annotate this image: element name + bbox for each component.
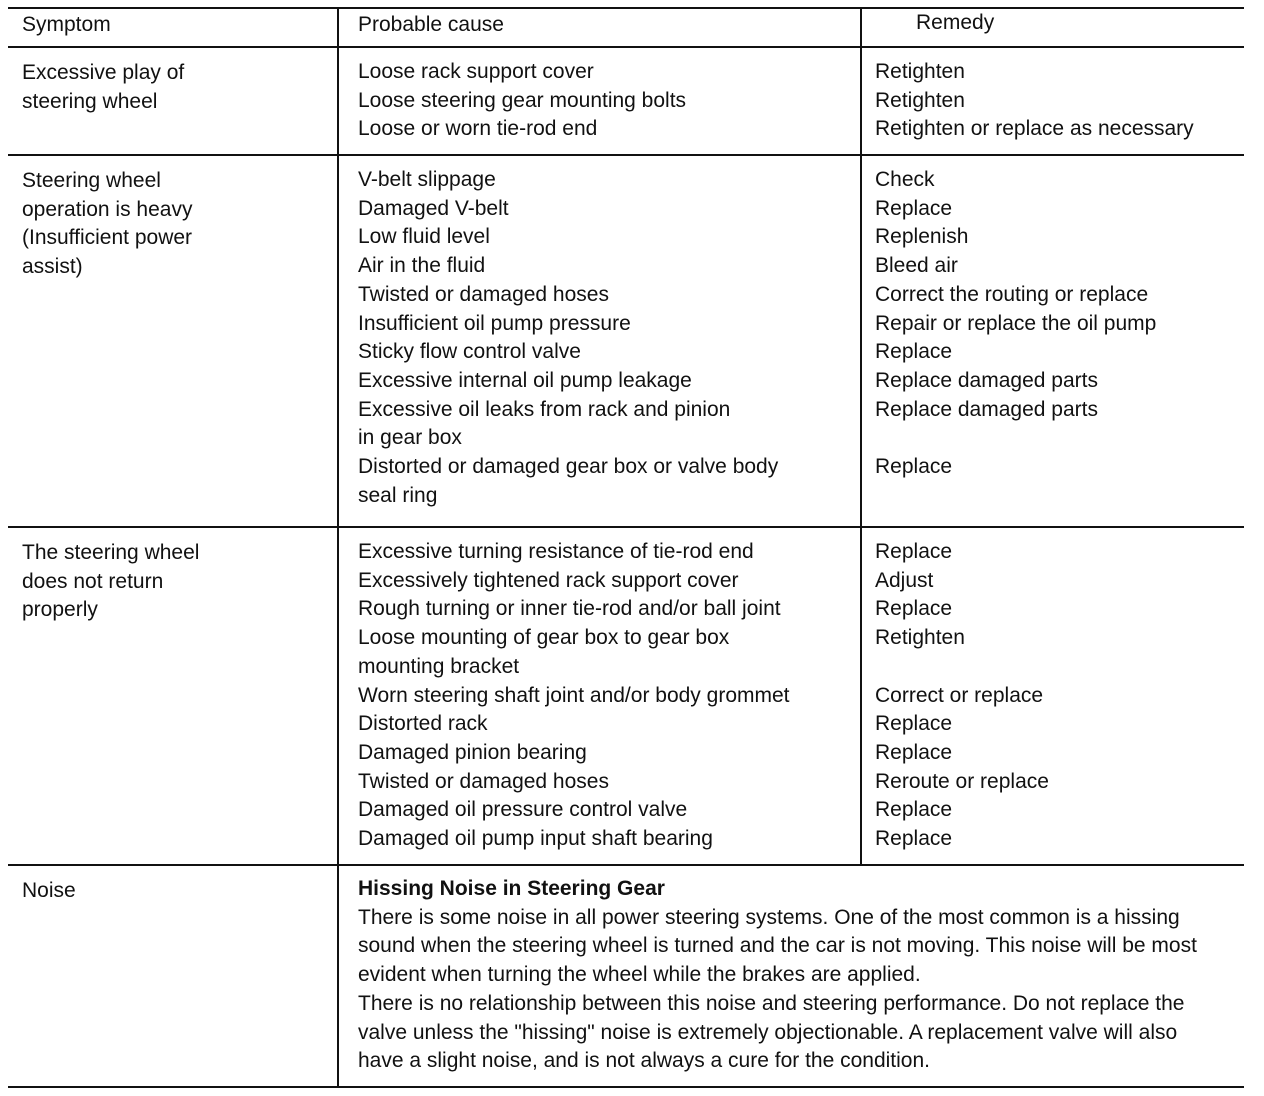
remedy-line: Replace: [875, 455, 953, 479]
noise-paragraph-2: There is no relationship between this noise and steering performance. Do not replace the valve unless the "hissing" noise is extremely objectionable. A replacement valve will also have a slight noise, and is not always a cure for the condition.: [358, 991, 1185, 1073]
remedy-line: Replace damaged parts: [875, 397, 1098, 421]
table-top-border: [8, 7, 1244, 9]
cause-line: Loose mounting of gear box to gear box: [358, 626, 730, 650]
header-divider: [8, 46, 1244, 48]
noise-title: Hissing Noise in Steering Gear: [358, 877, 665, 900]
remedy-line: Replenish: [875, 225, 969, 249]
remedy-line: [875, 653, 1049, 682]
cause-line: Distorted rack: [358, 712, 488, 736]
symptom-line: properly: [22, 598, 98, 622]
remedy-line: [875, 482, 1156, 511]
row2-symptom: [22, 167, 192, 282]
table-bottom-border: [8, 1086, 1244, 1088]
cause-line: Loose or worn tie-rod end: [358, 117, 598, 141]
row-divider-3: [8, 864, 1244, 866]
cause-line: Damaged oil pump input shaft bearing: [358, 827, 713, 851]
column-divider-2: [860, 7, 862, 866]
remedy-line: Replace: [875, 540, 953, 563]
symptom-line: The steering wheel: [22, 541, 200, 564]
cause-line: Low fluid level: [358, 225, 490, 249]
remedy-line: [875, 424, 1156, 453]
cause-line: mounting bracket: [358, 654, 520, 678]
remedy-line: Replace: [875, 740, 953, 764]
remedy-line: Correct the routing or replace: [875, 282, 1149, 306]
row3-causes: [358, 538, 790, 854]
column-divider-1: [337, 7, 339, 1088]
cause-line: Loose rack support cover: [358, 60, 594, 83]
noise-paragraph-1: There is some noise in all power steering systems. One of the most common is a hissing sound when the steering wheel is turned and the car is not moving. This noise will be most evident when turning the wheel while the brakes are applied.: [358, 905, 1197, 987]
cause-line: Rough turning or inner tie-rod and/or ball joint: [358, 597, 781, 621]
cause-line: Excessive oil leaks from rack and pinion: [358, 397, 731, 421]
symptom-line: assist): [22, 255, 83, 279]
remedy-line: Replace: [875, 827, 953, 851]
remedy-line: Retighten: [875, 88, 965, 112]
cause-line: Twisted or damaged hoses: [358, 282, 609, 306]
symptom-line: does not return: [22, 569, 164, 593]
remedy-line: Correct or replace: [875, 683, 1044, 707]
remedy-line: Retighten or replace as necessary: [875, 117, 1194, 141]
remedy-line: Replace: [875, 340, 953, 364]
remedy-line: Repair or replace the oil pump: [875, 311, 1157, 335]
cause-line: Insufficient oil pump pressure: [358, 311, 631, 335]
header-probable-cause: Probable cause: [358, 13, 504, 36]
remedy-line: Reroute or replace: [875, 769, 1049, 793]
remedy-line: Replace: [875, 712, 953, 736]
symptom-line: steering wheel: [22, 89, 158, 113]
remedy-line: Check: [875, 168, 935, 191]
header-remedy: Remedy: [916, 11, 995, 34]
cause-line: Damaged V-belt: [358, 196, 509, 220]
symptom-line: Steering wheel: [22, 169, 161, 192]
row-divider-1: [8, 154, 1244, 156]
row2-causes: [358, 166, 778, 510]
row4-symptom: [22, 877, 76, 906]
remedy-line: Bleed air: [875, 254, 958, 278]
cause-line: Damaged oil pressure control valve: [358, 798, 688, 822]
cause-line: Damaged pinion bearing: [358, 740, 587, 764]
cause-line: Excessive internal oil pump leakage: [358, 368, 692, 392]
row1-remedies: [875, 58, 1194, 144]
cause-line: Excessively tightened rack support cover: [358, 568, 739, 592]
remedy-line: Retighten: [875, 60, 965, 83]
cause-line: V-belt slippage: [358, 168, 496, 191]
symptom-line: Noise: [22, 879, 76, 902]
cause-line: Excessive turning resistance of tie-rod end: [358, 540, 754, 563]
remedy-line: Replace damaged parts: [875, 368, 1098, 392]
cause-line: Distorted or damaged gear box or valve body: [358, 455, 779, 479]
row3-symptom: [22, 539, 199, 625]
row1-causes: [358, 58, 686, 144]
remedy-line: Retighten: [875, 626, 965, 650]
cause-line: Sticky flow control valve: [358, 340, 581, 364]
remedy-line: Adjust: [875, 568, 934, 592]
cause-line: Air in the fluid: [358, 254, 486, 278]
cause-line: in gear box: [358, 426, 462, 450]
noise-description: [358, 875, 1228, 1076]
cause-line: Loose steering gear mounting bolts: [358, 88, 687, 112]
cause-line: Twisted or damaged hoses: [358, 769, 609, 793]
row1-symptom: [22, 59, 184, 116]
row3-remedies: [875, 538, 1049, 854]
symptom-line: (Insufficient power: [22, 226, 193, 250]
header-symptom: Symptom: [22, 13, 111, 36]
symptom-line: operation is heavy: [22, 197, 193, 221]
row2-remedies: [875, 166, 1156, 510]
row-divider-2: [8, 526, 1244, 528]
remedy-line: Replace: [875, 597, 953, 621]
remedy-line: Replace: [875, 196, 953, 220]
cause-line: seal ring: [358, 483, 438, 507]
remedy-line: Replace: [875, 798, 953, 822]
symptom-line: Excessive play of: [22, 61, 185, 84]
cause-line: Worn steering shaft joint and/or body grommet: [358, 683, 790, 707]
